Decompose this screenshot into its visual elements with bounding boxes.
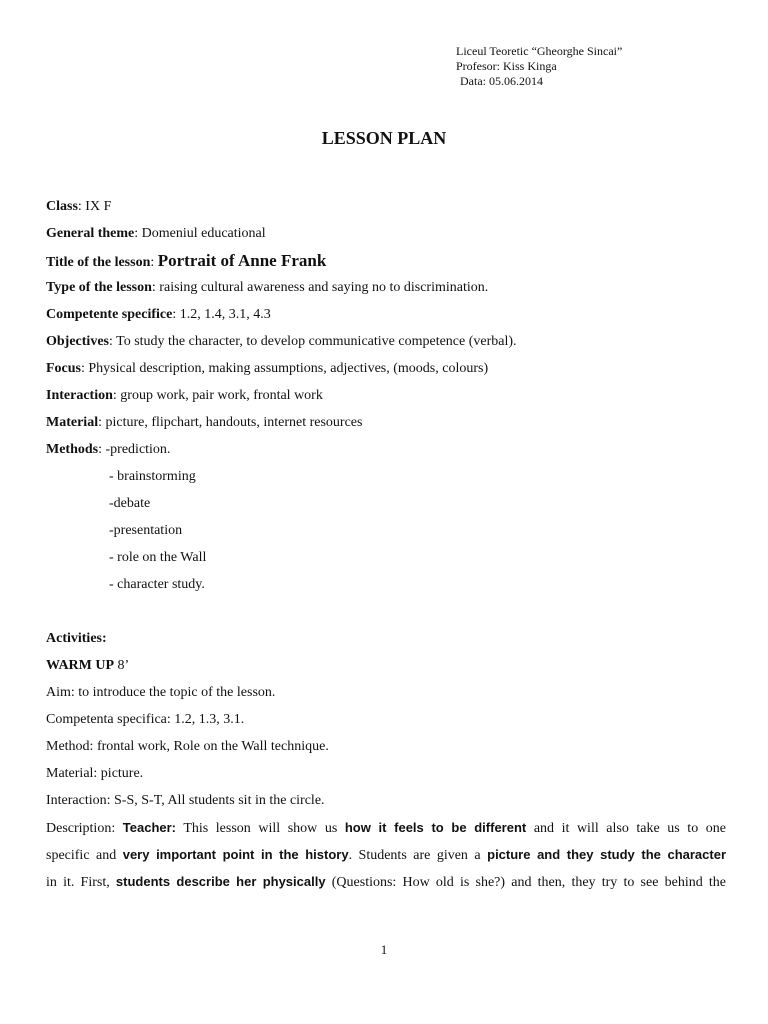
desc-text: and it will also take us to one xyxy=(526,821,726,836)
method-item: - character study. xyxy=(109,577,205,592)
document-title: LESSON PLAN xyxy=(321,128,447,148)
field-label: Type of the lesson xyxy=(46,280,152,295)
desc-bold: picture and they study the character xyxy=(487,847,726,862)
desc-text: specific and xyxy=(46,848,123,863)
method-item: - brainstorming xyxy=(109,469,196,484)
field-value: : Domeniul educational xyxy=(134,226,266,241)
desc-bold: Teacher: xyxy=(122,820,177,835)
field-methods xyxy=(46,439,726,466)
field-value: : picture, flipchart, handouts, internet resources xyxy=(98,415,363,430)
desc-text: This lesson will show us xyxy=(176,821,345,836)
field-general-theme xyxy=(46,223,726,250)
field-competente xyxy=(46,304,726,331)
field-value: : To study the character, to develop communicative competence (verbal). xyxy=(108,334,517,349)
spacer xyxy=(46,601,726,628)
warmup-material: Material: picture. xyxy=(46,766,144,781)
document-header xyxy=(456,44,622,89)
lesson-title-value: Portrait of Anne Frank xyxy=(157,251,327,270)
desc-text: in it. First, xyxy=(46,875,116,890)
teacher-name: Profesor: Kiss Kinga xyxy=(456,59,557,73)
field-value: : Physical description, making assumptions, adjectives, (moods, colours) xyxy=(81,361,489,376)
warmup-heading xyxy=(46,655,726,682)
field-label: Interaction xyxy=(46,388,113,403)
desc-bold: students describe her physically xyxy=(115,874,326,889)
method-item: - role on the Wall xyxy=(109,550,207,565)
field-interaction xyxy=(46,385,726,412)
field-label: General theme xyxy=(46,226,135,241)
document-body xyxy=(46,196,726,898)
field-value: : raising cultural awareness and saying no to discrimination. xyxy=(151,280,489,295)
description-line-3 xyxy=(46,871,726,898)
field-label: Class xyxy=(46,199,78,214)
field-label: Competente specifice xyxy=(46,307,173,322)
school-name: Liceul Teoretic “Gheorghe Sincai” xyxy=(456,44,623,58)
field-label: Objectives xyxy=(46,334,109,349)
warmup-interaction: Interaction: S-S, S-T, All students sit in the circle. xyxy=(46,793,325,808)
field-value: : -prediction. xyxy=(98,442,171,457)
field-value: : IX F xyxy=(77,199,112,214)
desc-text: . Students are given a xyxy=(348,848,488,863)
field-label: Title of the lesson xyxy=(46,255,151,270)
activities-heading: Activities: xyxy=(46,631,107,646)
field-value: : group work, pair work, frontal work xyxy=(112,388,323,403)
field-focus xyxy=(46,358,726,385)
desc-bold: how it feels to be different xyxy=(344,820,527,835)
warmup-label: WARM UP xyxy=(46,658,115,673)
desc-text: Description: xyxy=(46,821,123,836)
description-line-2 xyxy=(46,844,726,871)
warmup-time: 8’ xyxy=(114,658,130,673)
warmup-method: Method: frontal work, Role on the Wall technique. xyxy=(46,739,329,754)
field-label: Methods xyxy=(46,442,99,457)
description-line-1 xyxy=(46,817,726,844)
field-class xyxy=(46,196,726,223)
desc-bold: very important point in the history xyxy=(122,847,349,862)
field-lesson-type xyxy=(46,277,726,304)
method-item: -presentation xyxy=(109,523,183,538)
field-lesson-title xyxy=(46,250,726,277)
lesson-date: Data: 05.06.2014 xyxy=(460,74,543,88)
field-value: : 1.2, 1.4, 3.1, 4.3 xyxy=(172,307,271,322)
field-material xyxy=(46,412,726,439)
field-objectives xyxy=(46,331,726,358)
desc-text: (Questions: How old is she?) and then, they try to see behind the xyxy=(325,875,727,890)
field-label: Focus xyxy=(46,361,81,376)
method-item: -debate xyxy=(109,496,151,511)
field-label: Material xyxy=(46,415,99,430)
warmup-competenta: Competenta specifica: 1.2, 1.3, 3.1. xyxy=(46,712,245,727)
warmup-aim: Aim: to introduce the topic of the lesson. xyxy=(46,685,276,700)
page-number: 1 xyxy=(380,942,388,957)
field-colon: : xyxy=(150,255,158,270)
